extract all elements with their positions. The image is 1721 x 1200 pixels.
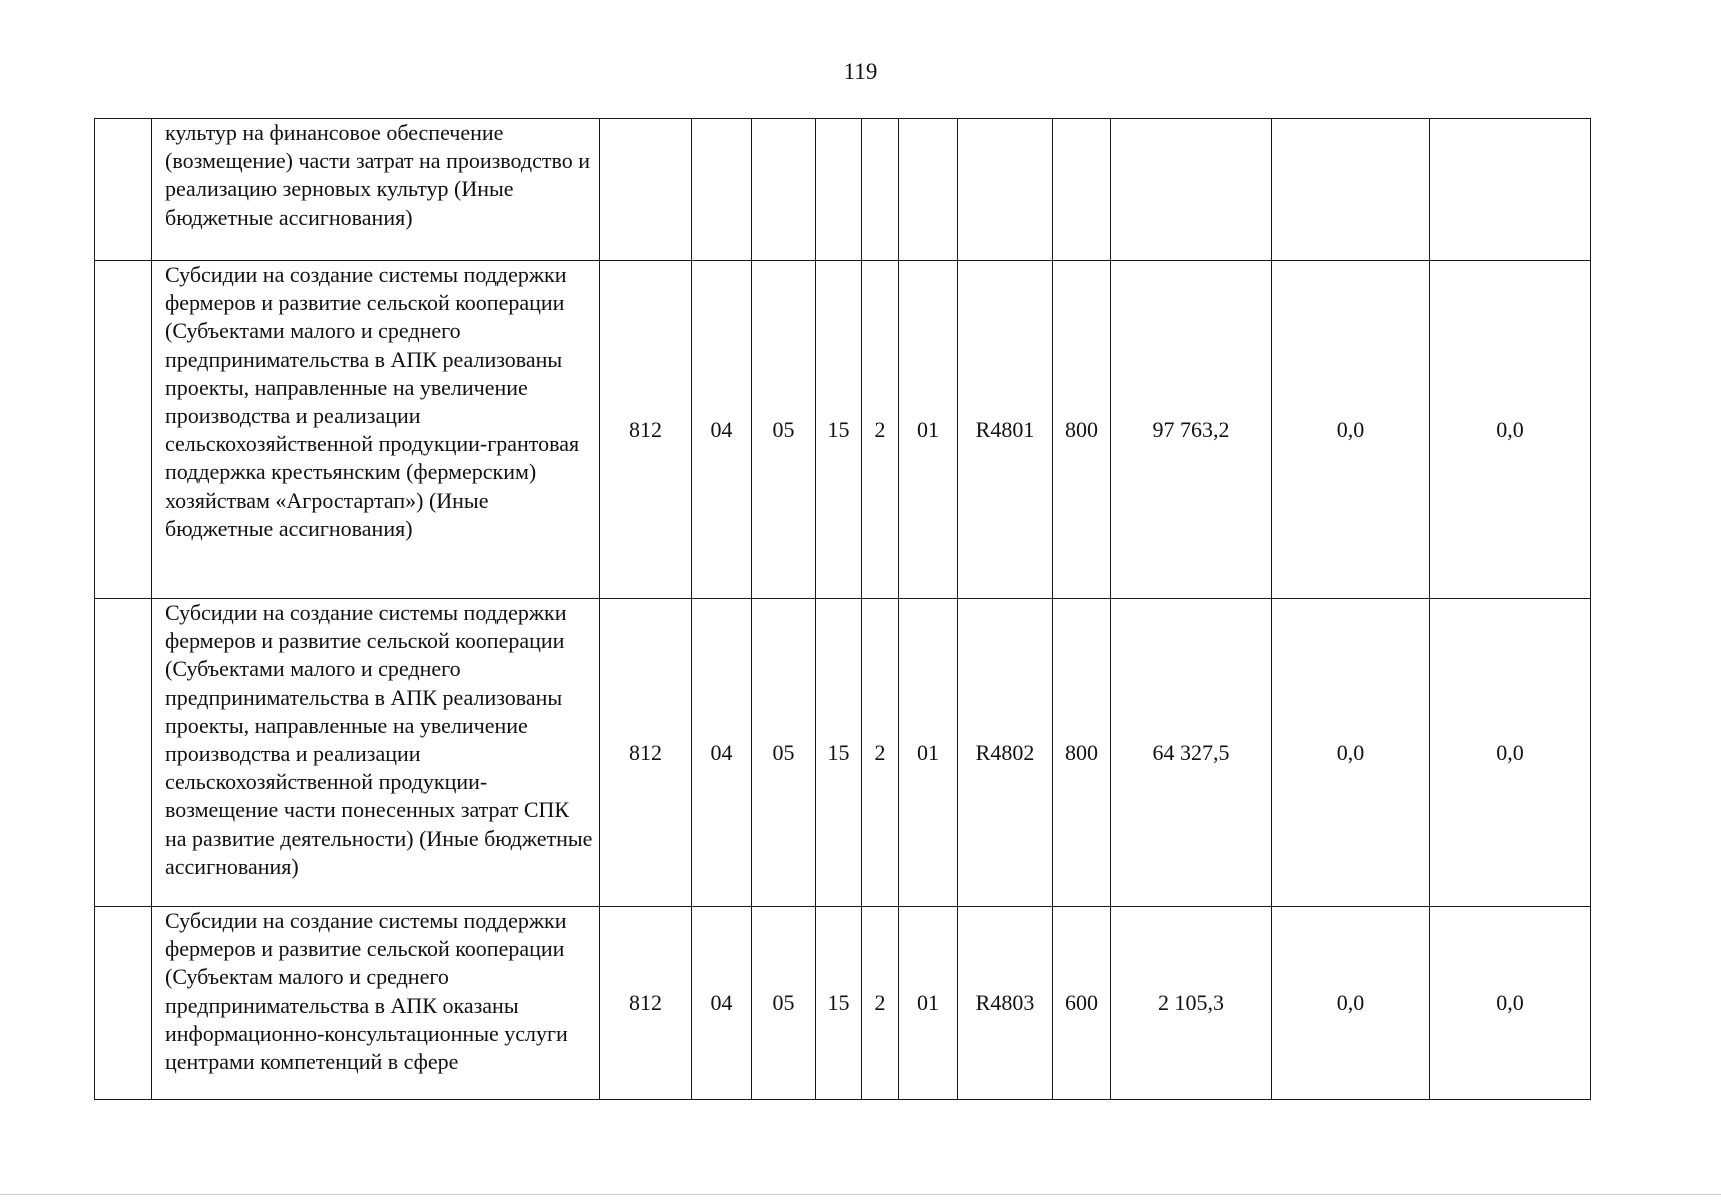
- row-index-cell: [95, 599, 152, 907]
- amount-year-2-cell: [1272, 119, 1430, 261]
- subprogram-code-cell: [862, 119, 899, 261]
- row-index-cell: [95, 261, 152, 599]
- main-event-code-cell: 01: [899, 599, 958, 907]
- direction-code-cell: [958, 119, 1053, 261]
- page-number: 119: [843, 59, 878, 84]
- ministry-code-cell: [600, 119, 692, 261]
- row-index-cell: [95, 907, 152, 1100]
- program-code-cell: [816, 119, 862, 261]
- main-event-code-cell: 01: [899, 907, 958, 1100]
- section-code-cell: 04: [692, 261, 752, 599]
- description-cell: Субсидии на создание системы поддержки фермеров и развитие сельской кооперации (Субъектами малого и среднего предпринимательства в АПК реализованы проекты, направленные на увеличение производства и реализации сельскохозяйственной продукции-возмещение части понесенных затрат СПК на развитие деятельности) (Иные бюджетные ассигнования): [152, 599, 600, 907]
- amount-year-1-cell: [1111, 119, 1272, 261]
- subsection-code-cell: 05: [752, 907, 816, 1100]
- amount-year-3-cell: 0,0: [1430, 907, 1591, 1100]
- table-row: [95, 599, 1591, 907]
- section-code-cell: 04: [692, 907, 752, 1100]
- ministry-code-cell: 812: [600, 907, 692, 1100]
- section-code-cell: [692, 119, 752, 261]
- main-event-code-cell: 01: [899, 261, 958, 599]
- table-row: [95, 119, 1591, 261]
- program-code-cell: 15: [816, 599, 862, 907]
- subprogram-code-cell: 2: [862, 907, 899, 1100]
- ministry-code-cell: 812: [600, 599, 692, 907]
- expense-type-cell: [1053, 119, 1111, 261]
- program-code-cell: 15: [816, 907, 862, 1100]
- direction-code-cell: R4801: [958, 261, 1053, 599]
- subsection-code-cell: [752, 119, 816, 261]
- direction-code-cell: R4802: [958, 599, 1053, 907]
- subprogram-code-cell: 2: [862, 599, 899, 907]
- amount-year-2-cell: 0,0: [1272, 907, 1430, 1100]
- subsection-code-cell: 05: [752, 599, 816, 907]
- amount-year-2-cell: 0,0: [1272, 599, 1430, 907]
- amount-year-1-cell: 97 763,2: [1111, 261, 1272, 599]
- description-cell: культур на финансовое обеспечение (возмещение) части затрат на производство и реализацию зерновых культур (Иные бюджетные ассигнования): [152, 119, 600, 261]
- amount-year-3-cell: 0,0: [1430, 261, 1591, 599]
- page-bottom-edge: [0, 1194, 1721, 1195]
- amount-year-1-cell: 64 327,5: [1111, 599, 1272, 907]
- amount-year-2-cell: 0,0: [1272, 261, 1430, 599]
- subsection-code-cell: 05: [752, 261, 816, 599]
- expense-type-cell: 800: [1053, 599, 1111, 907]
- ministry-code-cell: 812: [600, 261, 692, 599]
- main-event-code-cell: [899, 119, 958, 261]
- expense-type-cell: 800: [1053, 261, 1111, 599]
- table-row: [95, 261, 1591, 599]
- budget-table: [94, 118, 1591, 1100]
- table-row: [95, 907, 1591, 1100]
- program-code-cell: 15: [816, 261, 862, 599]
- description-cell: Субсидии на создание системы поддержки фермеров и развитие сельской кооперации (Субъектам малого и среднего предпринимательства в АПК оказаны информационно-консультационные услуги центрами компетенций в сфере: [152, 907, 600, 1100]
- description-cell: Субсидии на создание системы поддержки фермеров и развитие сельской кооперации (Субъектами малого и среднего предпринимательства в АПК реализованы проекты, направленные на увеличение производства и реализации сельскохозяйственной продукции-грантовая поддержка крестьянским (фермерским) хозяйствам «Агростартап») (Иные бюджетные ассигнования): [152, 261, 600, 599]
- expense-type-cell: 600: [1053, 907, 1111, 1100]
- section-code-cell: 04: [692, 599, 752, 907]
- amount-year-3-cell: [1430, 119, 1591, 261]
- subprogram-code-cell: 2: [862, 261, 899, 599]
- direction-code-cell: R4803: [958, 907, 1053, 1100]
- row-index-cell: [95, 119, 152, 261]
- amount-year-3-cell: 0,0: [1430, 599, 1591, 907]
- amount-year-1-cell: 2 105,3: [1111, 907, 1272, 1100]
